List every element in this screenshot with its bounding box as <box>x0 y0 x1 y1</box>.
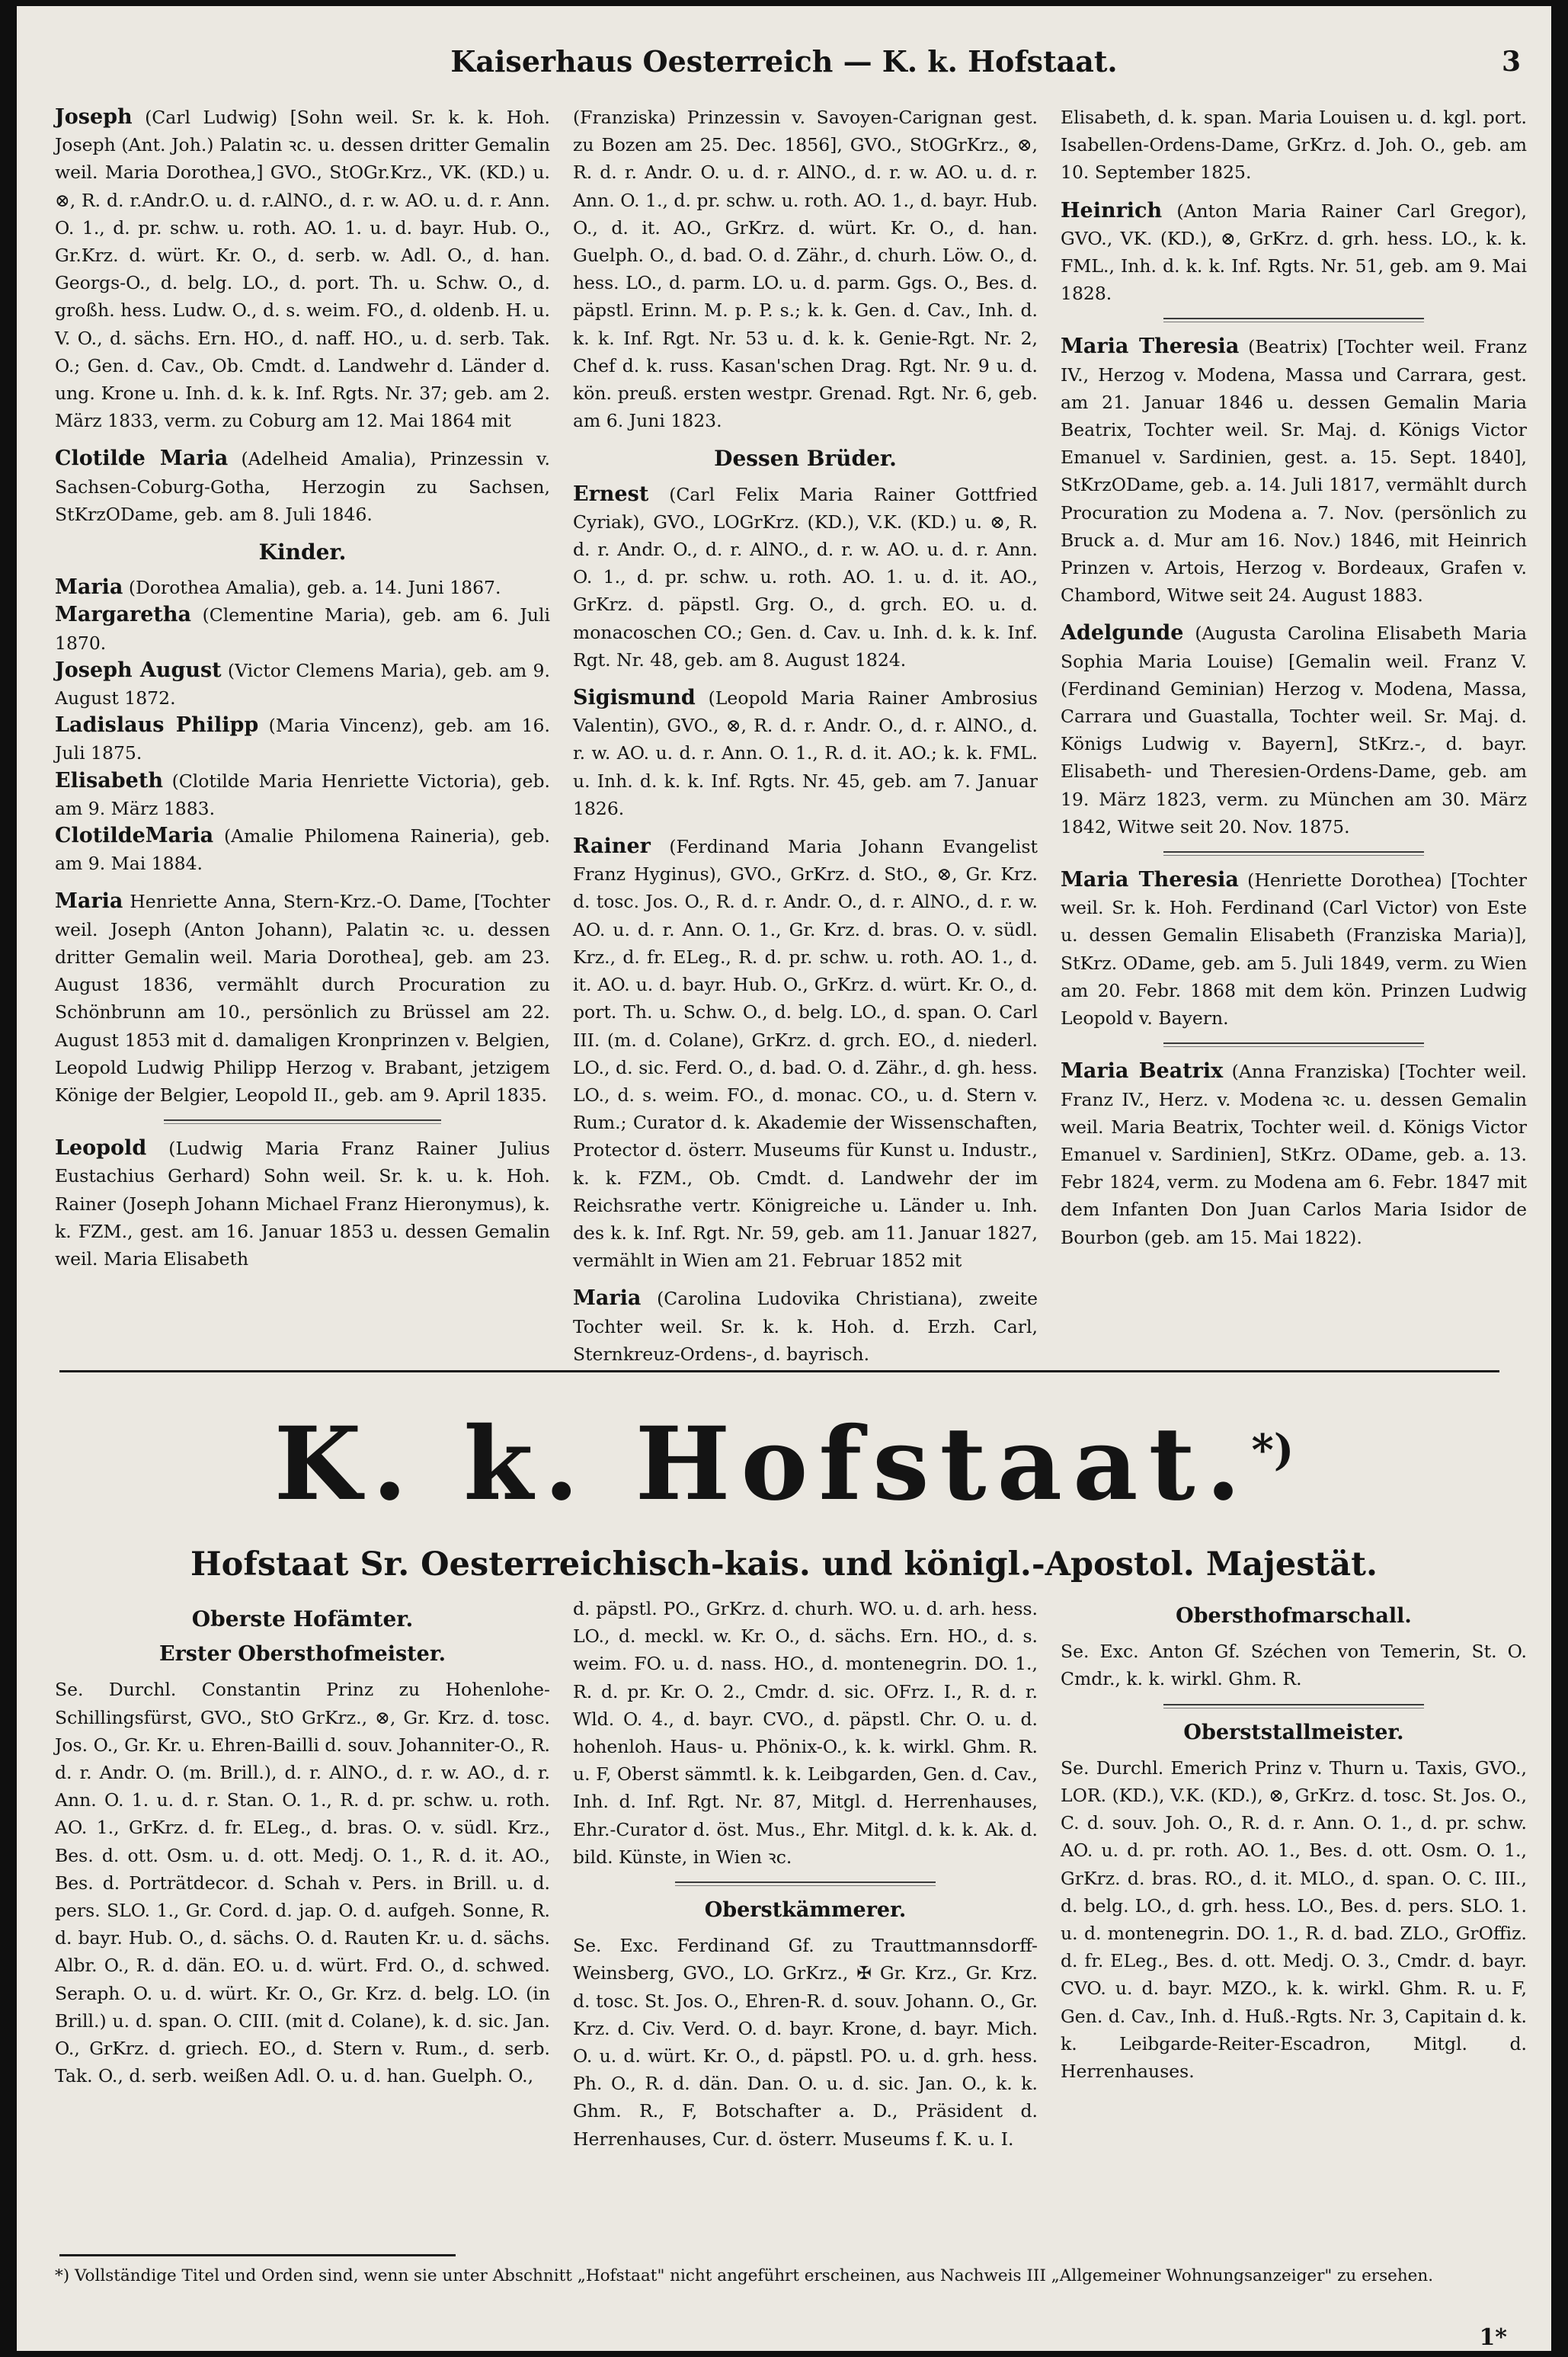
entry-maria-theresia-beatrix <box>1061 333 1527 609</box>
oberstkaemmerer-entry: Se. Exc. Ferdinand Gf. zu Trauttmannsdorff-Weinsberg, GVO., LO. GrKrz., ✠ Gr. Krz., Gr. Krz. d. tosc. St. Jos. O., Ehren-R. d. souv. Johann. O., Gr. Krz. d. Civ. Verd. O. d. bayr. Krone, d. bayr. Mich. O. u. d. würt. Kr. O., d. päpstl. PO. u. d. grh. hess. Ph. O., R. d. dän. Dan. O. u. d. sic. Jan. O., k. k. Ghm. R., F, Botschafter a. D., Präsident d. Herrenhauses, Cur. d. österr. Museums f. K. u. I. <box>573 1935 1038 2150</box>
entry-heinrich <box>1061 197 1527 308</box>
oberststallmeister-heading: Oberststallmeister. <box>1183 1720 1404 1744</box>
oberstkaemmerer-heading: Oberstkämmerer. <box>704 1898 907 1923</box>
child-entry: Joseph August (Victor Clemens Maria), geb. am 9. August 1872. <box>55 658 550 709</box>
entry-text: (Ludwig Maria Franz Rainer Julius Eustachius Gerhard) Sohn weil. Sr. k. u. k. Hoh. Rainer (Joseph Johann Michael Franz Hieronymus), k. k. FZM., gest. am 16. Januar 1853 u. dessen Gemalin weil. Maria Elisabeth <box>55 1138 550 1270</box>
obersthofmarschall-heading: Obersthofmarschall. <box>1176 1604 1412 1628</box>
obersthofmeister-entry-cont: d. päpstl. PO., GrKrz. d. churh. WO. u. d. arh. hess. LO., d. meckl. w. Kr. O., d. sächs. Ern. HO., d. s. weim. FO. u. d. nass. HO., d. montenegrin. DO. 1., R. d. pr. Kr. O. 2., Cmdr. d. sic. OFrz. I., R. d. r. Wld. O. 4., d. bayr. CVO., d. päpstl. Chr. O. u. d. hohenloh. Haus- u. Phönix-O., k. k. wirkl. Ghm. R. u. F, Oberst sämmtl. k. k. Leibgarden, Gen. d. Cav., Inh. d. Inf. Rgt. Nr. 87, Mitgl. d. Herrenhauses, Ehr.-Curator d. öst. Mus., Ehr. Mitgl. d. k. k. Ak. d. bild. Künste, in Wien ꝛc. <box>573 1598 1038 1868</box>
brueder-heading: Dessen Brüder. <box>714 446 897 472</box>
upper-column-1 <box>55 104 550 1283</box>
divider-rule <box>1163 318 1425 322</box>
hofstaat-subtitle: Hofstaat Sr. Oesterreichisch-kais. und königl.-Apostol. Majestät. <box>190 1545 1378 1584</box>
lower-column-3 <box>1061 1595 1527 2085</box>
child-entry: Elisabeth (Clotilde Maria Henriette Victoria), geb. am 9. März 1883. <box>55 768 550 819</box>
entry-maria-beatrix <box>1061 1058 1527 1251</box>
entry-franziska-cont: (Franziska) Prinzessin v. Savoyen-Carignan gest. zu Bozen am 25. Dec. 1856], GVO., StOGrKrz., ⊗, R. d. r. Andr. O. u. d. r. AlNO., d. r. w. AO. u. d. r. Ann. O. 1., d. pr. schw. u. roth. AO. 1., d. bayr. Hub. O., d. it. AO., GrKrz. d. würt. Kr. O., d. han. Guelph. O., d. bad. O. d. Zähr., d. churh. Löw. O., d. hess. LO., d. parm. LO. u. d. parm. Ggs. O., Bes. d. päpstl. Erinn. M. p. P. s.; k. k. Gen. d. Cav., Inh. d. k. k. Inf. Rgt. Nr. 53 u. d. k. k. Genie-Rgt. Nr. 2, Chef d. k. russ. Kasan'schen Drag. Rgt. Nr. 9 u. d. kön. preuß. ersten westpr. Grenad. Rgt. Nr. 6, geb. am 6. Juni 1823. <box>573 107 1038 432</box>
entry-text: (Augusta Carolina Elisabeth Maria Sophia Maria Louise) [Gemalin weil. Franz V. (Ferdinand Geminian) Herzog v. Modena, Massa, Carrara und Guastalla, Tochter weil. Sr. Maj. d. Königs Ludwig v. Bayern], StKrz.-, d. bayr. Elisabeth- und Theresien-Ordens-Dame, geb. am 19. März 1823, verm. zu München am 30. März 1842, Witwe seit 20. Nov. 1875. <box>1061 623 1527 837</box>
entry-joseph <box>55 104 550 434</box>
page-sheet <box>17 6 1551 2351</box>
entry-name: Heinrich <box>1061 198 1163 223</box>
entry-clotilde <box>55 445 550 528</box>
entry-text: (Leopold Maria Rainer Ambrosius Valentin), GVO., ⊗, R. d. r. Andr. O., d. r. AlNO., d. r. w. AO. u. d. r. Ann. O. 1., R. d. it. AO.; k. k. FML. u. Inh. d. k. k. Inf. Rgts. Nr. 45, geb. am 7. Januar 1826. <box>573 687 1038 819</box>
lower-column-1 <box>55 1595 550 2090</box>
entry-sigismund <box>573 684 1038 822</box>
page-number: 3 <box>1501 46 1521 78</box>
upper-column-3 <box>1061 104 1527 1262</box>
entry-leopold <box>55 1135 550 1273</box>
entry-rainer <box>573 833 1038 1274</box>
child-entry: Maria (Dorothea Amalia), geb. a. 14. Juni 1867. <box>55 575 501 600</box>
entry-elisabeth-cont: Elisabeth, d. k. span. Maria Louisen u. d. kgl. port. Isabellen-Ordens-Dame, GrKrz. d. Joh. O., geb. am 10. September 1825. <box>1061 107 1527 184</box>
divider-rule <box>1163 1704 1425 1709</box>
entry-name: Leopold <box>55 1136 147 1161</box>
oberste-hofaemter-heading: Oberste Hofämter. <box>191 1606 414 1632</box>
footnote-rule <box>59 2254 456 2259</box>
entry-text: (Carl Ludwig) [Sohn weil. Sr. k. k. Hoh. Joseph (Ant. Joh.) Palatin ꝛc. u. dessen dritter Gemalin weil. Maria Dorothea,] GVO., StOGr.Krz., VK. (KD.) u. ⊗, R. d. r.Andr.O. u. d. r.AlNO., d. r. w. AO. u. d. r. Ann. O. 1., d. pr. schw. u. roth. AO. 1. u. d. bayr. Hub. O., Gr.Krz. d. würt. Kr. O., d. serb. w. Adl. O., d. han. Georgs-O., d. belg. LO., d. port. Th. u. Schw. O., d. großh. hess. Ludw. O., d. s. weim. FO., d. oldenb. H. u. V. O., d. sächs. Ern. HO., d. naff. HO., u. d. serb. Tak. O.; Gen. d. Cav., Ob. Cmdt. d. Landwehr d. Länder d. ung. Krone u. Inh. d. k. k. Inf. Rgts. Nr. 37; geb. am 2. März 1833, verm. zu Coburg am 12. Mai 1864 mit <box>55 107 550 432</box>
entry-text: (Carolina Ludovika Christiana), zweite Tochter weil. Sr. k. k. Hoh. d. Erzh. Carl, Sternkreuz-Ordens-, d. bayrisch. <box>573 1288 1038 1365</box>
entry-name: Adelgunde <box>1061 621 1184 645</box>
entry-ernest <box>573 481 1038 674</box>
entry-name: Maria Theresia <box>1061 335 1240 359</box>
footnote: *) Vollständige Titel und Orden sind, wenn sie unter Abschnitt „Hofstaat" nicht angeführt erscheinen, aus Nachweis III „Allgemeiner Wohnungsanzeiger" zu ersehen. <box>55 2266 1434 2285</box>
entry-name: Rainer <box>573 834 651 859</box>
entry-name: Sigismund <box>573 686 696 710</box>
entry-name: Ernest <box>573 482 649 506</box>
entry-text: (Ferdinand Maria Johann Evangelist Franz Hyginus), GVO., GrKrz. d. StO., ⊗, Gr. Krz. d. tosc. Jos. O., R. d. r. Andr. O., d. r. AlNO., d. r. w. AO. u. d. r. Ann. O. 1., Gr. Krz. d. bras. O. v. südl. Krz., d. fr. ELeg., R. d. pr. schw. u. roth. AO. 1., d. it. AO. u. d. bayr. Hub. O., GrKrz. d. würt. Kr. O., d. port. Th. u. Schw. O., d. belg. LO., d. span. O. Carl III. (m. d. Colane), GrKrz. d. grch. EO., d. niederl. LO., d. sic. Ferd. O., d. bad. O. d. Zähr., d. gh. hess. LO., d. s. weim. FO., d. monac. CO., u. d. Stern v. Rum.; Curator d. k. Akademie der Wissenschaften, Protector d. österr. Museums für Kunst u. Industr., k. k. FZM., Ob. Cmdt. d. Landwehr der im Reichsrathe vertr. Königreiche u. Länder u. Inh. des k. k. Inf. Rgt. Nr. 59, geb. am 11. Januar 1827, vermählt in Wien am 21. Februar 1852 mit <box>573 836 1038 1272</box>
lower-column-2 <box>573 1595 1038 2153</box>
entry-name: Maria <box>55 889 123 914</box>
entry-name: Clotilde Maria <box>55 447 229 471</box>
child-entry: Ladislaus Philipp (Maria Vincenz), geb. am 16. Juli 1875. <box>55 713 550 764</box>
divider-rule <box>164 1119 441 1124</box>
obersthofmeister-entry: Se. Durchl. Constantin Prinz zu Hohenlohe-Schillingsfürst, GVO., StO GrKrz., ⊗, Gr. Krz. d. tosc. Jos. O., Gr. Kr. u. Ehren-Bailli d. souv. Johanniter-O., R. d. r. Andr. O. (m. Brill.), d. r. AlNO., d. r. w. AO., d. r. Ann. O. 1. u. d. r. Stan. O. 1., R. d. pr. schw. u. roth. AO. 1., GrKrz. d. fr. ELeg., d. bras. O. v. südl. Krz., Bes. d. ott. Osm. u. d. ott. Medj. O. 1., R. d. it. AO., Bes. d. Porträtdecor. d. Schah v. Pers. in Brill. u. d. pers. SLO. 1., Gr. Cord. d. jap. O. d. aufgeh. Sonne, R. d. bayr. Hub. O., d. sächs. O. d. Rauten Kr. u. d. sächs. Albr. O., R. d. dän. EO. u. d. würt. Frd. O., d. schwed. Seraph. O. u. d. würt. Kr. O., Gr. Krz. d. belg. LO. (in Brill.) u. d. span. O. CIII. (mit d. Colane), k. d. sic. Jan. O., GrKrz. d. griech. EO., d. Stern v. Rum., d. serb. Tak. O., d. serb. weißen Adl. O. u. d. han. Guelph. O., <box>55 1679 550 2087</box>
hofstaat-title: K. k. Hofstaat.*) <box>274 1405 1294 1523</box>
entry-text: (Adelheid Amalia), Prinzessin v. Sachsen-Coburg-Gotha, Herzogin zu Sachsen, StKrzODame, geb. am 8. Juli 1846. <box>55 448 550 525</box>
entry-text: (Henriette Dorothea) [Tochter weil. Sr. k. Hoh. Ferdinand (Carl Victor) von Este u. dessen Gemalin Elisabeth (Franziska Maria)], StKrz. ODame, geb. am 5. Juli 1849, verm. zu Wien am 20. Febr. 1868 mit dem kön. Prinzen Ludwig Leopold v. Bayern. <box>1061 869 1527 1030</box>
entry-name: Maria <box>573 1286 642 1311</box>
section-rule <box>59 1370 1499 1375</box>
running-head: Kaiserhaus Oesterreich — K. k. Hofstaat. <box>450 44 1118 78</box>
entry-text: (Carl Felix Maria Rainer Gottfried Cyriak), GVO., LOGrKrz. (KD.), V.K. (KD.) u. ⊗, R. d. r. Andr. O., d. r. AlNO., d. r. w. AO. u. d. r. Ann. O. 1., d. pr. schw. u. roth. AO. 1. u. d. it. AO., GrKrz. d. päpstl. Grg. O., d. grch. EO. u. d. monacoschen CO.; Gen. d. Cav. u. Inh. d. k. k. Inf. Rgt. Nr. 48, geb. am 8. August 1824. <box>573 483 1038 671</box>
obersthofmeister-heading: Erster Obersthofmeister. <box>158 1642 446 1667</box>
entry-maria-carolina <box>573 1285 1038 1368</box>
upper-column-2 <box>573 104 1038 1379</box>
child-entry: Margaretha (Clementine Maria), geb. am 6. Juli 1870. <box>55 603 550 654</box>
divider-rule <box>675 1881 936 1886</box>
entry-text: (Anton Maria Rainer Carl Gregor), GVO., VK. (KD.), ⊗, GrKrz. d. grh. hess. LO., k. k. FML., Inh. d. k. k. Inf. Rgts. Nr. 51, geb. am 9. Mai 1828. <box>1061 200 1527 305</box>
entry-maria-henriette <box>55 888 550 1109</box>
entry-text: Henriette Anna, Stern-Krz.-O. Dame, [Tochter weil. Joseph (Anton Johann), Palatin ꝛc. u. dessen dritter Gemalin weil. Maria Dorothea], geb. am 23. August 1836, vermählt durch Procuration zu Schönbrunn am 10., persönlich zu Brüssel am 22. August 1853 mit d. damaligen Kronprinzen v. Belgien, Leopold Ludwig Philipp Herzog v. Brabant, jetzigem Könige der Belgier, Leopold II., geb. am 9. April 1835. <box>55 891 550 1106</box>
signature-mark: 1* <box>1479 2324 1507 2351</box>
entry-maria-theresia-henriette <box>1061 866 1527 1032</box>
entry-name: Maria Theresia <box>1061 868 1239 892</box>
obersthofmarschall-entry: Se. Exc. Anton Gf. Széchen von Temerin, St. O. Cmdr., k. k. wirkl. Ghm. R. <box>1061 1641 1527 1690</box>
entry-name: Joseph <box>55 105 133 129</box>
footnote-mark: *) <box>1251 1425 1294 1475</box>
divider-rule <box>1163 851 1425 856</box>
entry-text: (Anna Franziska) [Tochter weil. Franz IV., Herz. v. Modena ꝛc. u. dessen Gemalin weil. Maria Beatrix, Tochter weil. d. Königs Victor Emanuel v. Sardinien], StKrz. ODame, geb. a. 13. Febr 1824, verm. zu Modena am 6. Febr. 1847 mit dem Infanten Don Juan Carlos Maria Isidor de Bourbon (geb. am 15. Mai 1822). <box>1061 1061 1527 1248</box>
entry-text: (Beatrix) [Tochter weil. Franz IV., Herzog v. Modena, Massa und Carrara, gest. am 21. Januar 1846 u. dessen Gemalin Maria Beatrix, Tochter weil. Sr. Maj. d. Königs Victor Emanuel v. Sardinien, gest. a. 15. Sept. 1840], StKrzODame, geb. a. 14. Juli 1817, vermählt durch Procuration zu Modena a. 7. Nov. (persönlich zu Bruck a. d. Mur am 16. Nov.) 1846, mit Heinrich Prinzen v. Artois, Herzog v. Bordeaux, Grafen v. Chambord, Witwe seit 24. August 1883. <box>1061 336 1527 607</box>
oberststallmeister-entry: Se. Durchl. Emerich Prinz v. Thurn u. Taxis, GVO., LOR. (KD.), V.K. (KD.), ⊗, GrKrz. d. tosc. St. Jos. O., C. d. souv. Joh. O., R. d. r. Ann. O. 1., d. pr. schw. AO. u. d. pr. roth. AO. 1., Bes. d. ott. Osm. O. 1., GrKrz. d. bras. RO., d. it. MLO., d. span. O. C. III., d. belg. LO., d. grh. hess. LO., Bes. d. pers. SLO. 1. u. d. montenegrin. DO. 1., R. d. bad. ZLO., GrOffiz. d. fr. ELeg., Bes. d. ott. Medj. O. 3., Cmdr. d. bayr. CVO. u. d. bayr. MZO., k. k. wirkl. Ghm. R. u. F, Gen. d. Cav., Inh. d. Huß.-Rgts. Nr. 3, Capitain d. k. k. Leibgarde-Reiter-Escadron, Mitgl. d. Herrenhauses. <box>1061 1757 1527 2083</box>
divider-rule <box>1163 1042 1425 1047</box>
kinder-heading: Kinder. <box>258 540 347 565</box>
entry-adelgunde <box>1061 620 1527 841</box>
entry-name: Maria Beatrix <box>1061 1059 1224 1084</box>
child-entry: ClotildeMaria (Amalie Philomena Raineria), geb. am 9. Mai 1884. <box>55 824 550 875</box>
